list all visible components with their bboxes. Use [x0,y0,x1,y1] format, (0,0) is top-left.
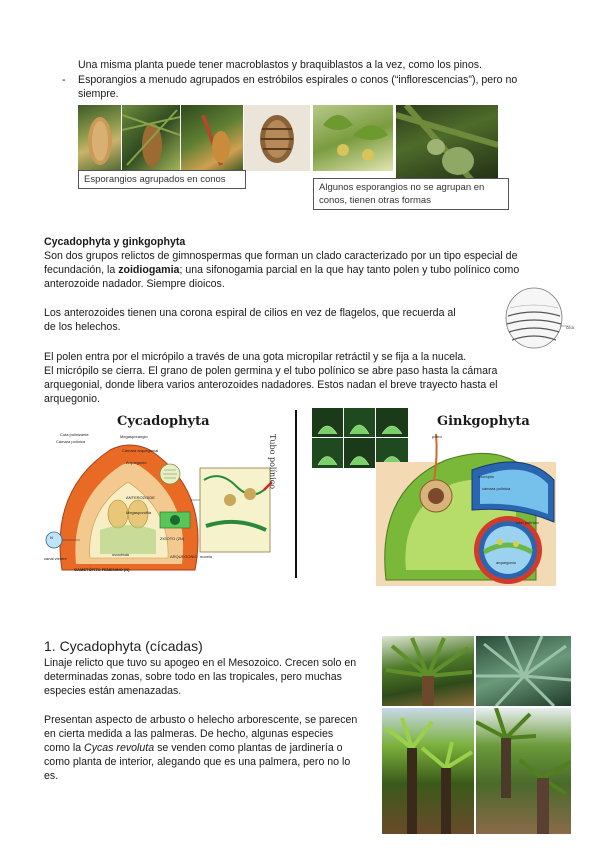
cycad-p2-c-post: se venden como plantas de jardinería o [154,742,343,754]
text-p1-b-post: ; una sifonogamia parcial en la que hay tanto polen y tubo polínico como [179,264,520,276]
cone-shape-3 [181,105,243,171]
text-macroblastos: Una misma planta puede tener macroblastos y braquiblastos a la vez, como los pinos. [78,59,482,71]
cycad-photo-1 [382,636,474,706]
anterozoid-figure [498,282,578,354]
cycad-shape-1 [382,636,474,706]
label-camara-arquegonial: Cámara arquegonial [122,448,159,453]
label-cubierta: Cota polinizante [60,432,89,437]
cycad-photo-4 [476,708,571,834]
section-title-cycadophyta: 1. Cycadophyta (cícadas) [44,638,203,654]
cycad-p2-a: Presentan aspecto de arbusto o helecho arborescente, se parecen [44,714,358,726]
cone-shape-2 [122,105,180,171]
ginkgo-ovule-diagram [376,430,556,586]
ginkgo-leaves-shape [313,105,393,171]
cycad-photo-2 [476,636,571,706]
cycad-ovule-diagram [40,430,280,580]
text-p1-b [44,263,519,277]
text-p3-a: El polen entra por el micrópilo a través de una gota micropilar retráctil y se fija a la nucela. [44,351,467,363]
text-p1-b-pre: fecundación, la [44,264,119,276]
text-p3-d: arquegonio. [44,393,100,405]
caption-other-line-1: Algunos esporangios no se agrupan en [319,182,485,193]
cycad-p2-e: es. [44,770,59,782]
label-gametofito: GAMETÓFITO FEMENINO (N) [74,567,130,572]
cone-photo-2 [122,105,180,171]
caption-other-forms [313,178,509,210]
cycad-p1-b: determinadas zonas, sobre todo en las tropicales, pero muchas [44,671,342,683]
bullet-marker: - [62,74,66,86]
cycad-shape-4 [476,708,571,834]
label-arquegonio-2: ARQUEGONIO [170,554,198,559]
text-p2-a: Los anterozoides tienen una corona espiral de cilios en vez de flagelos, que recuerda al [44,307,456,319]
cone-photo-1 [78,105,121,171]
section-title-cycad-ginkgo: Cycadophyta y ginkgophyta [44,236,186,248]
cycad-shape-2 [476,636,571,706]
ginkgo-photo [313,105,393,171]
label-arquegonio: Arquegonio [126,460,147,465]
text-esporangios-b: siempre. [78,88,119,100]
cycad-p2-c [44,741,343,755]
cone-photo-3 [181,105,243,171]
cone-shape-1 [78,105,121,171]
text-p1-a: Son dos grupos relictos de gimnospermas que forman un clado caracterizado por un tipo especial de [44,250,518,262]
text-p3-b: El micrópilo se cierra. El grano de polen germina y el tubo polínico se abre paso hasta la cámara [44,365,498,377]
text-p1-c: anterozoide nadador. Siempre dioicos. [44,278,225,290]
label-anterozoide: ANTEROZOIDE [126,495,155,500]
seed-photo [396,105,498,185]
ginkgo-diagram-title: Ginkgophyta [437,414,530,429]
cycad-p2-d: como planta de interior, alegando que es una palmera, pero no lo [44,756,351,768]
ginkgo-label-arquegonio: arquegonio [496,560,517,565]
seeds-shape [396,105,498,185]
pine-cone-shape [244,105,310,171]
ginkgo-label-camara: cámara polínica [482,486,511,491]
label-canal: canal vientre [44,556,67,561]
label-camara-polinica: Cámara polínica [56,439,86,444]
cycad-shape-3 [382,708,474,834]
cycad-diagram-title: Cycadophyta [117,414,210,429]
ginkgo-label-micropilo: micrópilo [478,474,495,479]
cycad-p1-a: Linaje relicto que tuvo su apogeo en el Mesozoico. Crecen solo en [44,657,357,669]
cycad-p1-c: especies están amenazadas. [44,685,182,697]
label-megasporofila: Megasporófila [126,510,152,515]
cone-photo-4 [244,105,310,171]
term-zoidiogamia: zoidiogamia [118,264,180,276]
label-ovocelula: ovocélula [112,552,129,557]
label-megasporangio: Megasporangio [120,434,148,439]
label-n: N [50,535,53,540]
text-p2-b: de los helechos. [44,321,121,333]
text-p3-c: arquegonial, donde libera varios anterozoides nadadores. Estos nadan el breve trayecto hasta el [44,379,498,391]
cycad-p2-b: en cierta medida a las palmeras. De hecho, algunas especies [44,728,334,740]
ginkgo-label-tubo: tubo polínico [516,520,539,525]
text-esporangios-a: Esporangios a menudo agrupados en estróbilos espirales o conos (“inflorescencias”), pero no [78,74,518,86]
diagram-divider [295,410,297,578]
label-cigoto: ZIGOTO (2N) [160,536,185,541]
caption-cones: Esporangios agrupados en conos [78,170,246,189]
cycad-p2-c-pre: como la [44,742,85,754]
ginkgo-label-polen: polen [432,434,442,439]
label-tubo-polinico: Tubo polínico [268,434,277,490]
species-cycas-revoluta: Cycas revoluta [84,742,155,754]
cilia-label: cilia [566,325,574,330]
caption-other-line-2: conos, tienen otras formas [319,195,431,206]
label-nucela: nucela [200,554,212,559]
cycad-photo-3 [382,708,474,834]
